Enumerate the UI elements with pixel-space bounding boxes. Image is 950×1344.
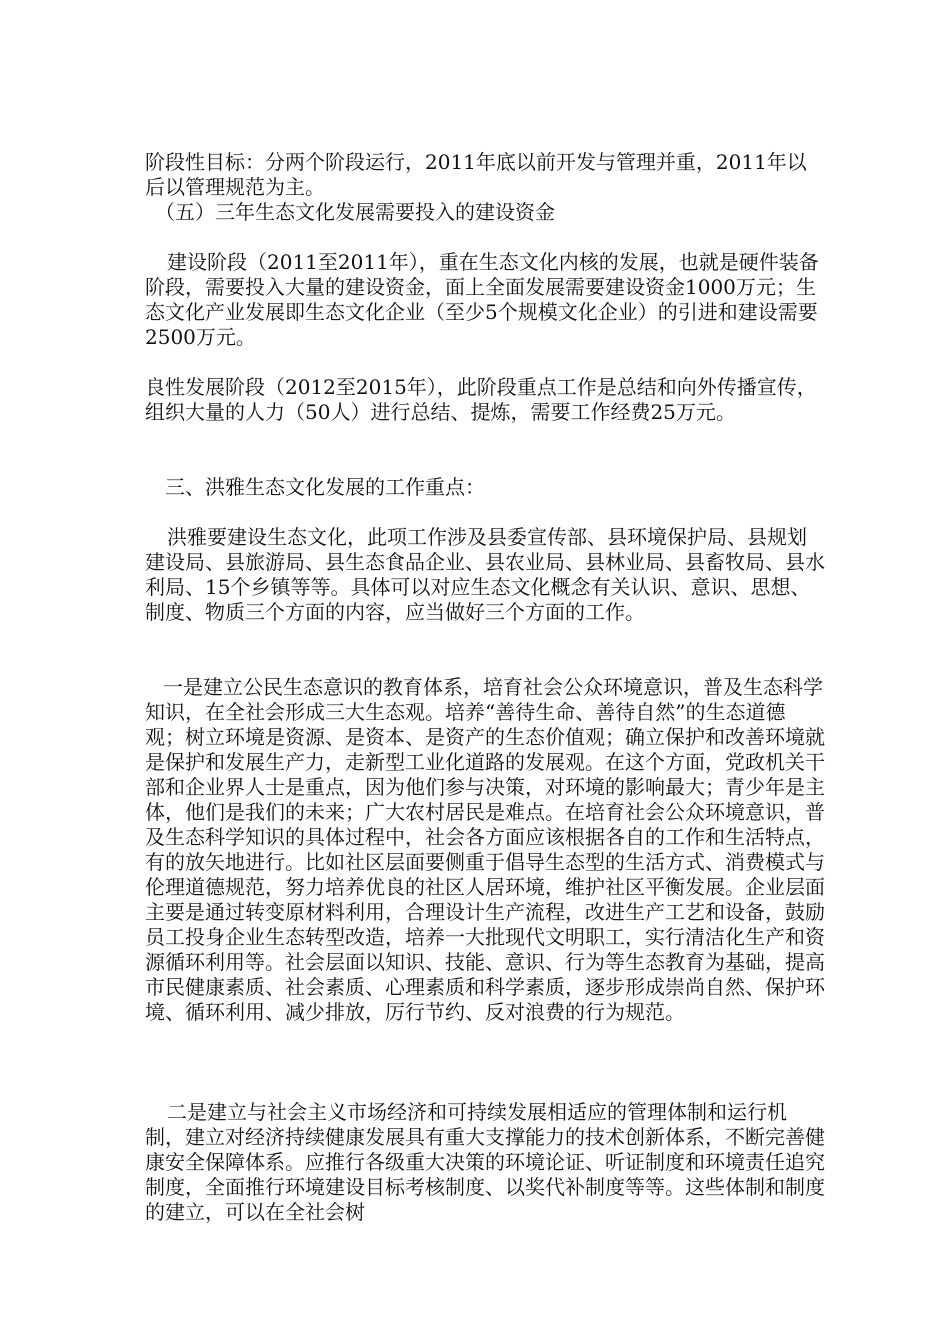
paragraph-benign-stage: 良性发展阶段（2012至2015年），此阶段重点工作是总结和向外传播宣传，组织大量的人力（50人）进行总结、提炼，需要工作经费25万元。 [145, 375, 817, 424]
paragraph-point-two: 二是建立与社会主义市场经济和可持续发展相适应的管理体制和运行机制，建立对经济持续健康发展具有重大支撑能力的技术创新体系，不断完善健康安全保障体系。应推行各级重大决策的环境论证、听证制度和环境责任追究制度，全面推行环境建设目标考核制度、以奖代补制度等等。这些体制和制度的建立，可以在全社会树 [145, 1100, 825, 1224]
section-heading-five: （五）三年生态文化发展需要投入的建设资金 [155, 200, 555, 224]
section-heading-three: 三、洪雅生态文化发展的工作重点： [165, 475, 485, 499]
paragraph-hongya-overview: 洪雅要建设生态文化，此项工作涉及县委宣传部、县环境保护局、县规划建设局、县旅游局、县生态食品企业、县农业局、县林业局、县畜牧局、县水利局、15个乡镇等等。具体可以对应生态文化概念有关认识、意识、思想、制度、物质三个方面的内容，应当做好三个方面的工作。 [145, 525, 825, 624]
paragraph-construction-stage: 建设阶段（2011至2011年），重在生态文化内核的发展，也就是硬件装备阶段，需要投入大量的建设资金，面上全面发展需要建设资金1000万元；生态文化产业发展即生态文化企业（至少5个规模文化企业）的引进和建设需要2500万元。 [145, 250, 819, 349]
paragraph-point-one: 一是建立公民生态意识的教育体系，培育社会公众环境意识，普及生态科学知识，在全社会形成三大生态观。培养“善待生命、善待自然”的生态道德观；树立环境是资源、是资本、是资产的生态价值观；确立保护和改善环境就是保护和发展生产力，走新型工业化道路的发展观。在这个方面，党政机关干部和企业界人士是重点，因为他们参与决策，对环境的影响最大；青少年是主体，他们是我们的未来；广大农村居民是难点。在培育社会公众环境意识，普及生态科学知识的具体过程中，社会各方面应该根据各自的工作和生活特点，有的放矢地进行。比如社区层面要侧重于倡导生态型的生活方式、消费模式与伦理道德规范，努力培养优良的社区人居环境，维护社区平衡发展。企业层面主要是通过转变原材料利用，合理设计生产流程，改进生产工艺和设备，鼓励员工投身企业生态转型改造，培养一大批现代文明职工，实行清洁化生产和资源循环利用等。社会层面以知识、技能、意识、行为等生态教育为基础，提高市民健康素质、社会素质、心理素质和科学素质，逐步形成崇尚自然、保护环境、循环利用、减少排放，厉行节约、反对浪费的行为规范。 [145, 675, 825, 1024]
paragraph-stage-goal: 阶段性目标：分两个阶段运行，2011年底以前开发与管理并重，2011年以后以管理规范为主。 [145, 150, 807, 199]
